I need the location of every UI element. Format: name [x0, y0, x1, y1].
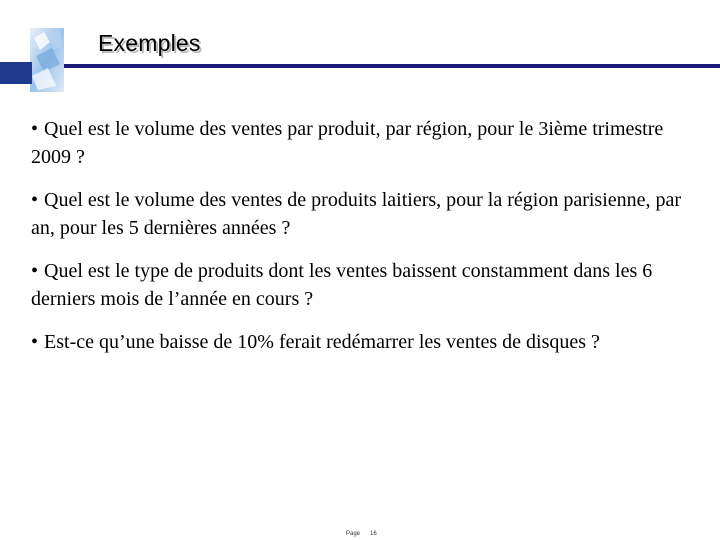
- header-accent-block: [0, 62, 32, 84]
- bullet-item: [31, 115, 691, 171]
- bullet-text: Quel est le volume des ventes de produits laitiers, pour la région parisienne, par an, pour les 5 dernières années ?: [31, 189, 682, 239]
- page-label: Page: [346, 531, 361, 537]
- bullet-text: Quel est le type de produits dont les ventes baissent constamment dans les 6 derniers mois de l’année en cours ?: [31, 260, 653, 310]
- logo-icon: [30, 28, 64, 92]
- page-number: 16: [370, 531, 377, 537]
- header-divider: [64, 64, 720, 68]
- bullet-item: [31, 328, 691, 356]
- bullet-icon: •: [31, 331, 39, 353]
- slide-title: Exemples: [98, 30, 201, 56]
- bullet-list: [31, 115, 691, 371]
- bullet-item: [31, 186, 691, 242]
- page-footer: [346, 531, 387, 537]
- bullet-text: Quel est le volume des ventes par produit, par région, pour le 3ième trimestre 2009 ?: [31, 118, 664, 168]
- bullet-icon: •: [31, 189, 39, 211]
- bullet-item: [31, 257, 691, 313]
- bullet-text: Est-ce qu’une baisse de 10% ferait redémarrer les ventes de disques ?: [44, 331, 600, 353]
- bullet-icon: •: [31, 260, 39, 282]
- bullet-icon: •: [31, 118, 39, 140]
